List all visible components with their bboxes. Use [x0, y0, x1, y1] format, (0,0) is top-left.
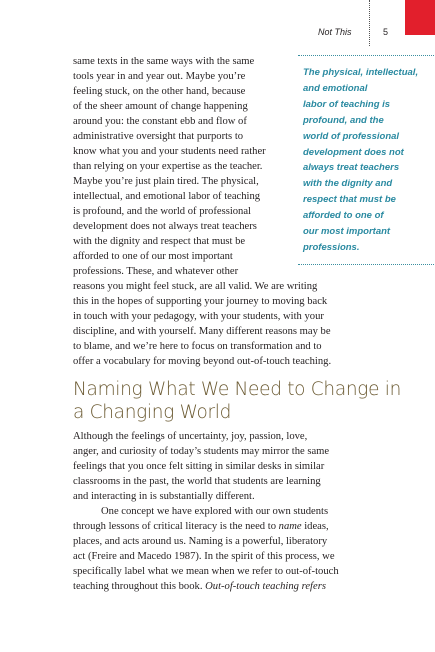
- body-line: places, and acts around us. Naming is a powerful, liberatory: [73, 536, 328, 547]
- pull-quote-line: profound, and the: [303, 114, 384, 126]
- body-line: this in the hopes of supporting your journey to moving back: [73, 296, 328, 307]
- body-line: tools year in and year out. Maybe you’re: [73, 71, 246, 82]
- body-line: afforded to one of our most important: [73, 251, 233, 262]
- body-line: to blame, and we’re here to focus on transformation and to: [73, 341, 322, 352]
- body-line: feelings that you once felt sitting in similar desks in similar: [73, 461, 325, 472]
- body-line: with the dignity and respect that must be: [73, 236, 246, 247]
- pull-quote-line: with the dignity and: [303, 178, 393, 190]
- body-line: One concept we have explored with our own students: [101, 506, 329, 517]
- pull-quote-line: The physical, intellectual,: [303, 67, 419, 78]
- body-line: know what you and your students need rather: [73, 146, 266, 157]
- body-line: around you: the constant ebb and flow of: [73, 116, 247, 127]
- body-line: offer a vocabulary for moving beyond out-of-touch teaching.: [73, 356, 332, 367]
- body-line: Maybe you’re just plain tired. The physical,: [73, 176, 259, 187]
- body-line: in touch with your pedagogy, with your students, with your: [73, 311, 324, 322]
- body-line: same texts in the same ways with the same: [73, 56, 255, 67]
- body-line: intellectual, and emotional labor of teaching: [73, 191, 261, 202]
- body-line: reasons you might feel stuck, are all valid. We are writing: [73, 281, 318, 292]
- body-line: Although the feelings of uncertainty, joy, passion, love,: [73, 431, 308, 442]
- body-line: [73, 519, 339, 534]
- header-divider: [369, 0, 370, 46]
- body-line: administrative oversight that purports to: [73, 131, 244, 142]
- body-paragraph-bottom: [73, 429, 339, 594]
- pull-quote-line: development does not: [303, 146, 404, 158]
- section-heading-line: a Changing World: [73, 402, 232, 423]
- pull-quote-line: afforded to one of: [303, 210, 384, 222]
- body-text-run: through lessons of critical literacy is the need to: [73, 521, 279, 532]
- section-heading-line: Naming What We Need to Change in: [73, 379, 402, 400]
- pull-quote-line: our most important: [303, 226, 391, 238]
- body-line: of the sheer amount of change happening: [73, 101, 248, 112]
- pull-quote-line: labor of teaching is: [303, 98, 391, 110]
- body-line: feeling stuck, on the other hand, because: [73, 86, 246, 97]
- page-number: 5: [383, 27, 389, 37]
- body-text-run: teaching throughout this book.: [73, 581, 206, 592]
- body-line: [73, 579, 339, 594]
- section-heading: [73, 378, 401, 424]
- body-text-run: ideas,: [301, 521, 329, 532]
- emphasized-phrase: Out-of-touch teaching refers: [205, 581, 326, 592]
- pull-quote-line: always treat teachers: [303, 162, 400, 174]
- emphasized-word: name: [278, 521, 302, 532]
- pull-quote-line: world of professional: [303, 130, 400, 142]
- pull-quote-line: professions.: [303, 241, 360, 253]
- body-line: classrooms in the past, the world that students are learning: [73, 476, 321, 487]
- body-line: anger, and curiosity of today’s students may mirror the same: [73, 446, 330, 457]
- body-line: development does not always treat teachers: [73, 221, 257, 232]
- body-line: is profound, and the world of professional: [73, 206, 251, 217]
- body-paragraph-top: [73, 54, 331, 369]
- chapter-tab: [405, 0, 435, 35]
- body-line: and interacting in is substantially different.: [73, 491, 255, 502]
- body-line: professions. These, and whatever other: [73, 266, 239, 277]
- body-line: specifically label what we mean when we refer to out-of-touch: [73, 566, 339, 577]
- body-line: act (Freire and Macedo 1987). In the spirit of this process, we: [73, 551, 335, 562]
- pull-quote-line: respect that must be: [303, 194, 396, 206]
- body-line: discipline, and with yourself. Many different reasons may be: [73, 326, 331, 337]
- body-line: than relying on your expertise as the teacher.: [73, 161, 263, 172]
- running-head: Not This: [318, 27, 352, 37]
- pull-quote-line: and emotional: [303, 82, 368, 94]
